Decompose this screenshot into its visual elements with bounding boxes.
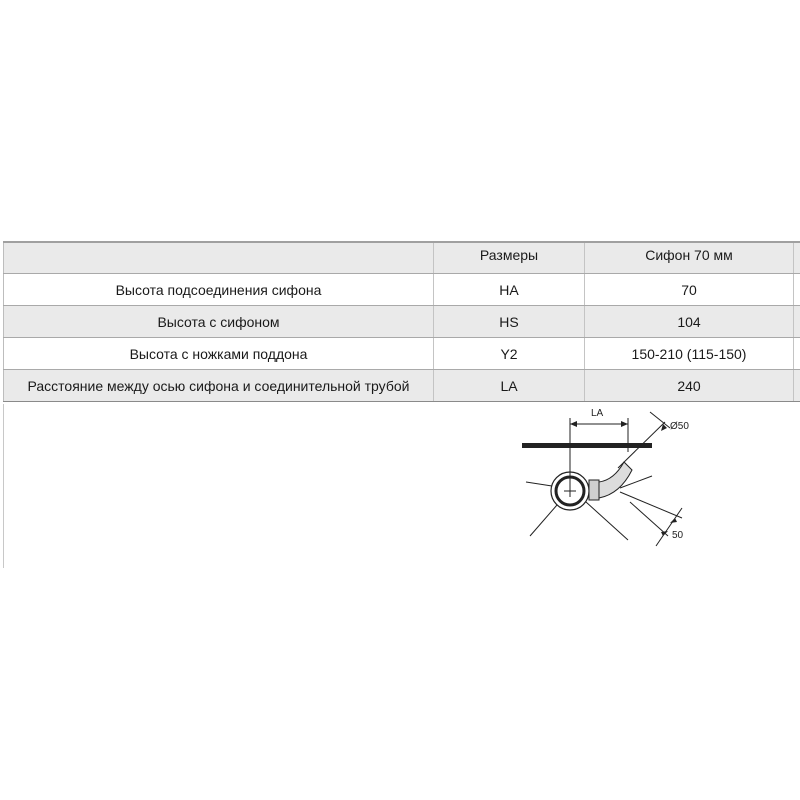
siphon-diagram — [510, 404, 710, 554]
header-dimensions-cell: Размеры — [434, 242, 585, 274]
d50-tick — [650, 412, 670, 428]
specifications-table — [3, 241, 800, 402]
extra-cell — [794, 274, 800, 306]
value-cell: 240 — [585, 370, 794, 402]
extra-cell — [794, 370, 800, 402]
dimension-cell: HS — [434, 306, 585, 338]
tray-edge-line — [522, 443, 652, 448]
connector-nut — [589, 480, 599, 500]
value-cell: 70 — [585, 274, 794, 306]
dimension-cell: LA — [434, 370, 585, 402]
la-label: LA — [591, 408, 604, 419]
table-row — [4, 274, 800, 306]
offset-extension-upper — [620, 492, 682, 518]
table-row — [4, 338, 800, 370]
offset-label: 50 — [672, 530, 684, 541]
dimension-cell: Y2 — [434, 338, 585, 370]
param-cell: Высота с ножками поддона — [4, 338, 434, 370]
guide-line-bottom-left — [530, 505, 557, 536]
elbow-pipe — [599, 462, 632, 498]
param-cell: Расстояние между осью сифона и соединительной трубой — [4, 370, 434, 402]
param-cell: Высота с сифоном — [4, 306, 434, 338]
table-row — [4, 306, 800, 338]
param-cell: Высота подсоединения сифона — [4, 274, 434, 306]
table-header-row — [4, 242, 800, 274]
guide-line-bottom-right — [586, 502, 628, 540]
diameter-label: Ø50 — [670, 421, 689, 432]
left-border-line — [3, 404, 4, 568]
header-param-cell — [4, 242, 434, 274]
value-cell: 150-210 (115-150) — [585, 338, 794, 370]
dimension-cell: HA — [434, 274, 585, 306]
extra-cell — [794, 338, 800, 370]
header-siphon-cell: Сифон 70 мм — [585, 242, 794, 274]
value-cell: 104 — [585, 306, 794, 338]
extra-cell — [794, 306, 800, 338]
guide-line-left — [526, 482, 552, 486]
header-extra-cell — [794, 242, 800, 274]
table-row — [4, 370, 800, 402]
offset-extension-lower — [630, 502, 668, 536]
